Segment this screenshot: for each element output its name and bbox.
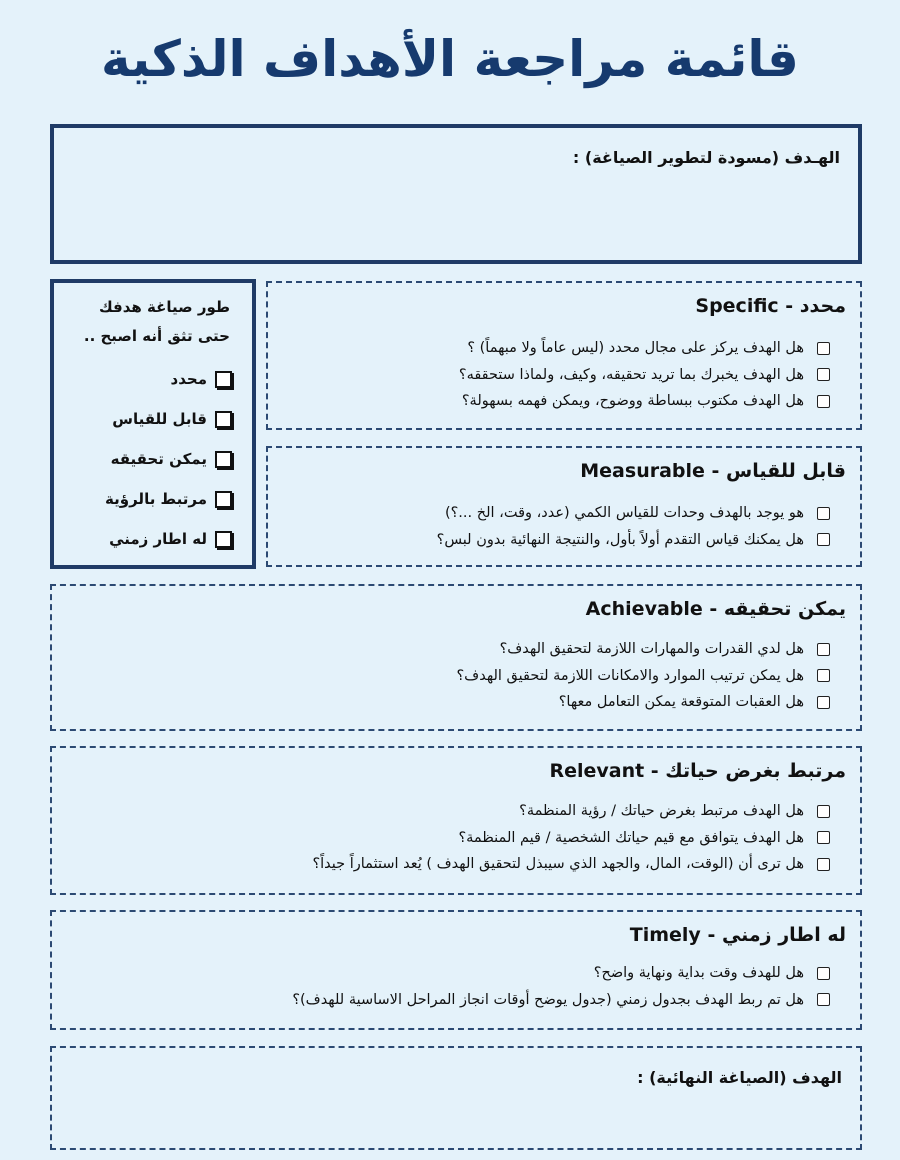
checkbox-icon[interactable] — [817, 643, 830, 656]
page-title: قائمة مراجعة الأهداف الذكية — [101, 30, 799, 88]
section-timely — [50, 910, 862, 1030]
checkbox-icon[interactable] — [817, 342, 830, 355]
checklist-item[interactable] — [278, 527, 830, 554]
sidebar-item-measurable[interactable] — [54, 399, 232, 439]
checklist-item-text: هل الهدف مرتبط بغرض حياتك / رؤية المنظمة؟ — [519, 803, 804, 819]
checkbox-icon[interactable] — [817, 669, 830, 682]
sidebar-item-label: قابل للقياس — [112, 410, 207, 428]
sidebar-intro-line1: طور صياغة هدفك — [98, 298, 230, 316]
checklist-item-text: هل الهدف يخبرك بما تريد تحقيقه، وكيف، ولماذا ستحققه؟ — [458, 366, 804, 383]
checklist-item[interactable] — [62, 636, 830, 663]
sidebar-item-specific[interactable] — [54, 359, 232, 399]
checklist-item[interactable] — [62, 825, 830, 852]
checkbox-icon[interactable] — [817, 507, 830, 520]
draft-goal-box[interactable] — [50, 124, 862, 264]
checkbox-icon[interactable] — [817, 805, 830, 818]
checkbox-icon[interactable] — [215, 451, 232, 468]
checklist — [62, 960, 830, 1013]
checklist-item[interactable] — [278, 362, 830, 389]
checkbox-icon[interactable] — [215, 531, 232, 548]
checkbox-icon[interactable] — [817, 533, 830, 546]
checkbox-icon[interactable] — [817, 696, 830, 709]
draft-goal-label: الهـدف (مسودة لتطوير الصياغة) : — [572, 148, 840, 167]
checklist-item-text: هل العقبات المتوقعة يمكن التعامل معها؟ — [558, 694, 804, 710]
checkbox-icon[interactable] — [817, 831, 830, 844]
sidebar-item-label: يمكن تحقيقه — [110, 450, 207, 468]
sidebar-criteria-list — [54, 359, 232, 559]
checklist-item-text: هو يوجد بالهدف وحدات للقياس الكمي (عدد، وقت، الخ ...؟) — [444, 505, 804, 521]
smart-summary-box — [50, 279, 256, 569]
checklist-item[interactable] — [62, 851, 830, 878]
checklist-item-text: هل تم ربط الهدف بجدول زمني (جدول يوضح أوقات انجاز المراحل الاساسية للهدف)؟ — [292, 991, 804, 1008]
section-heading: محدد - Specific — [695, 295, 846, 317]
section-heading: قابل للقياس - Measurable — [580, 460, 846, 482]
checkbox-icon[interactable] — [817, 993, 830, 1006]
section-relevant — [50, 746, 862, 895]
sidebar-item-achievable[interactable] — [54, 439, 232, 479]
checkbox-icon[interactable] — [817, 967, 830, 980]
sidebar-item-label: محدد — [170, 370, 207, 388]
checklist-item-text: هل ترى أن (الوقت، المال، والجهد الذي سيبذل لتحقيق الهدف ) يُعد استثماراً جيداً؟ — [312, 856, 804, 872]
checklist-item-text: هل الهدف يتوافق مع قيم حياتك الشخصية / قيم المنظمة؟ — [458, 829, 804, 846]
checkbox-icon[interactable] — [215, 371, 232, 388]
checklist-item-text: هل الهدف يركز على مجال محدد (ليس عاماً ولا مبهماً) ؟ — [467, 340, 804, 356]
checklist-item[interactable] — [62, 663, 830, 690]
section-specific — [266, 281, 862, 430]
final-goal-box[interactable] — [50, 1046, 862, 1150]
sidebar-item-relevant[interactable] — [54, 479, 232, 519]
checklist-item-text: هل الهدف مكتوب ببساطة ووضوح، ويمكن فهمه بسهولة؟ — [461, 393, 804, 409]
checklist-item[interactable] — [278, 500, 830, 527]
sidebar-item-label: مرتبط بالرؤية — [105, 490, 207, 508]
checkbox-icon[interactable] — [215, 411, 232, 428]
section-achievable — [50, 584, 862, 731]
checklist-item-text: هل للهدف وقت بداية ونهاية واضح؟ — [593, 965, 804, 981]
checklist-item-text: هل يمكن ترتيب الموارد والامكانات اللازمة لتحقيق الهدف؟ — [456, 667, 804, 684]
sidebar-intro-line2: حتى تثق أنه اصبح .. — [83, 327, 230, 345]
checklist-item[interactable] — [278, 388, 830, 415]
checkbox-icon[interactable] — [817, 368, 830, 381]
sidebar-item-timely[interactable] — [54, 519, 232, 559]
section-heading: مرتبط بغرض حياتك - Relevant — [549, 760, 846, 782]
checkbox-icon[interactable] — [817, 395, 830, 408]
checklist-item-text: هل يمكنك قياس التقدم أولاً بأول، والنتيجة النهائية بدون لبس؟ — [436, 531, 804, 548]
final-goal-label: الهدف (الصياغة النهائية) : — [637, 1068, 842, 1087]
checklist-item[interactable] — [62, 960, 830, 987]
checklist — [62, 636, 830, 716]
checklist — [278, 335, 830, 415]
checklist-item[interactable] — [62, 689, 830, 716]
checklist — [278, 500, 830, 553]
sidebar-item-label: له اطار زمني — [109, 530, 207, 548]
section-measurable — [266, 446, 862, 567]
checklist-item-text: هل لدي القدرات والمهارات اللازمة لتحقيق الهدف؟ — [499, 641, 804, 657]
checkbox-icon[interactable] — [817, 858, 830, 871]
checklist-item[interactable] — [62, 987, 830, 1014]
checklist — [62, 798, 830, 878]
checkbox-icon[interactable] — [215, 491, 232, 508]
checklist-item[interactable] — [62, 798, 830, 825]
sidebar-intro — [64, 293, 230, 351]
checklist-item[interactable] — [278, 335, 830, 362]
section-heading: له اطار زمني - Timely — [629, 924, 846, 946]
section-heading: يمكن تحقيقه - Achievable — [585, 598, 846, 620]
